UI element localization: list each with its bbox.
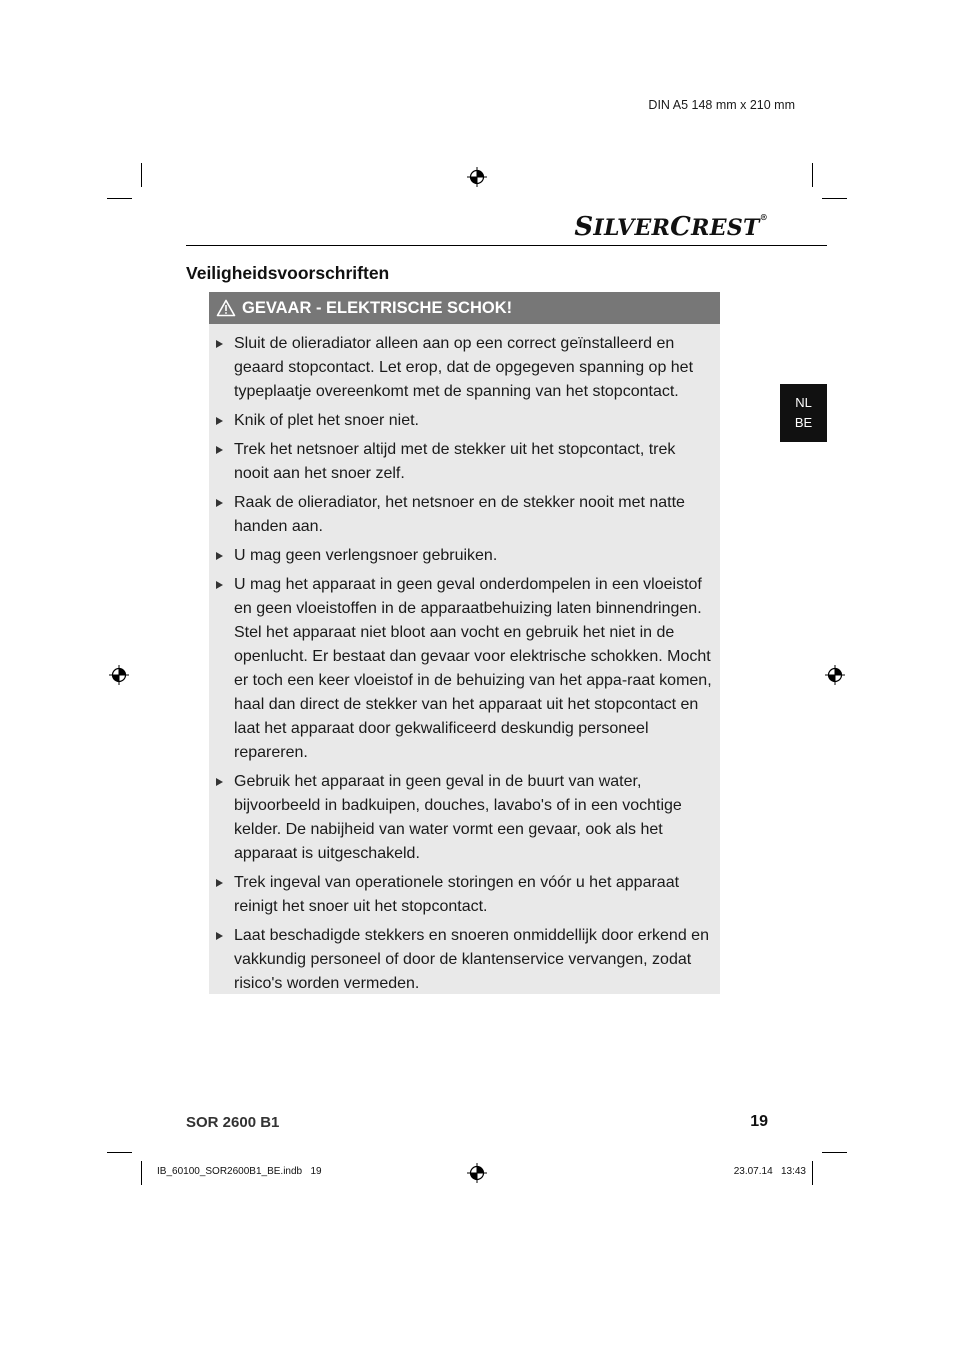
header-rule [186, 245, 827, 246]
footer-model: SOR 2600 B1 [186, 1114, 280, 1131]
bullet-arrow-icon [216, 417, 223, 425]
bullet-arrow-icon [216, 932, 223, 940]
warning-title: GEVAAR - ELEKTRISCHE SCHOK! [242, 298, 513, 317]
list-item: U mag geen verlengsnoer gebruiken. [209, 544, 720, 568]
language-tab-line: BE [794, 415, 813, 430]
bullet-arrow-icon [216, 552, 223, 560]
bullet-arrow-icon [216, 446, 223, 454]
list-item: Raak de olieradiator, het netsnoer en de stekker nooit met natte handen aan. [209, 491, 720, 539]
list-item: Trek ingeval van operationele storingen en vóór u het apparaat reinigt het snoer uit het stopcontact. [209, 871, 720, 919]
crop-mark-bottom-right-vertical [812, 1161, 813, 1185]
registration-mark-icon [109, 665, 129, 685]
crop-mark-bottom-right-horizontal [822, 1152, 847, 1153]
format-note: DIN A5 148 mm x 210 mm [648, 98, 795, 112]
registration-mark-icon [825, 665, 845, 685]
list-item: Knik of plet het snoer niet. [209, 409, 720, 433]
print-slug-file: IB_60100_SOR2600B1_BE.indb 19 [157, 1166, 322, 1177]
list-item: Trek het netsnoer altijd met de stekker uit het stopcontact, trek nooit aan het snoer zelf. [209, 438, 720, 486]
registration-mark-icon [467, 1163, 487, 1183]
crop-mark-top-right-vertical [812, 163, 813, 187]
list-item: Laat beschadigde stekkers en snoeren onmiddellijk door erkend en vakkundig personeel of door de klantenservice vervangen, zodat risico's worden vermeden. [209, 924, 720, 996]
list-item: U mag het apparaat in geen geval onderdompelen in een vloeistof en geen vloeistoffen in de apparaatbehuizing laten binnendringen. Stel het apparaat niet bloot aan vocht en gebruik het niet in de openlucht. Er bestaat dan gevaar voor elektrische schokken. Mocht er toch een keer vloeistof in de behuizing van het appa-raat komen, haal dan direct de stekker van het apparaat uit het stopcontact en laat het apparaat door gekwalificeerd deskundig personeel repareren. [209, 573, 720, 765]
crop-mark-top-left-horizontal [107, 198, 132, 199]
warning-triangle-icon [216, 299, 236, 317]
language-tab-line: NL [795, 395, 812, 410]
registration-mark-icon [467, 167, 487, 187]
brand-logo: SILVERCREST® [574, 212, 768, 242]
crop-mark-bottom-left-vertical [141, 1161, 142, 1185]
bullet-arrow-icon [216, 340, 223, 348]
crop-mark-top-right-horizontal [822, 198, 847, 199]
bullet-arrow-icon [216, 499, 223, 507]
language-tab [780, 384, 827, 442]
page-number: 19 [750, 1113, 768, 1130]
bullet-arrow-icon [216, 778, 223, 786]
warning-box [209, 292, 720, 994]
list-item: Sluit de olieradiator alleen aan op een correct geïnstalleerd en geaard stopcontact. Let erop, dat de opgegeven spanning op het typeplaatje overeenkomt met de spanning van het stopcontact. [209, 332, 720, 404]
section-heading: Veiligheidsvoorschriften [186, 263, 390, 283]
bullet-arrow-icon [216, 879, 223, 887]
bullet-arrow-icon [216, 581, 223, 589]
warning-list [209, 332, 720, 1001]
crop-mark-bottom-left-horizontal [107, 1152, 132, 1153]
warning-header [209, 292, 720, 324]
crop-mark-top-left-vertical [141, 163, 142, 187]
print-slug-datetime: 23.07.14 13:43 [733, 1166, 806, 1177]
list-item: Gebruik het apparaat in geen geval in de buurt van water, bijvoorbeeld in badkuipen, douches, lavabo's of in een vochtige kelder. De nabijheid van water vormt een gevaar, ook als het apparaat is uitgeschakeld. [209, 770, 720, 866]
